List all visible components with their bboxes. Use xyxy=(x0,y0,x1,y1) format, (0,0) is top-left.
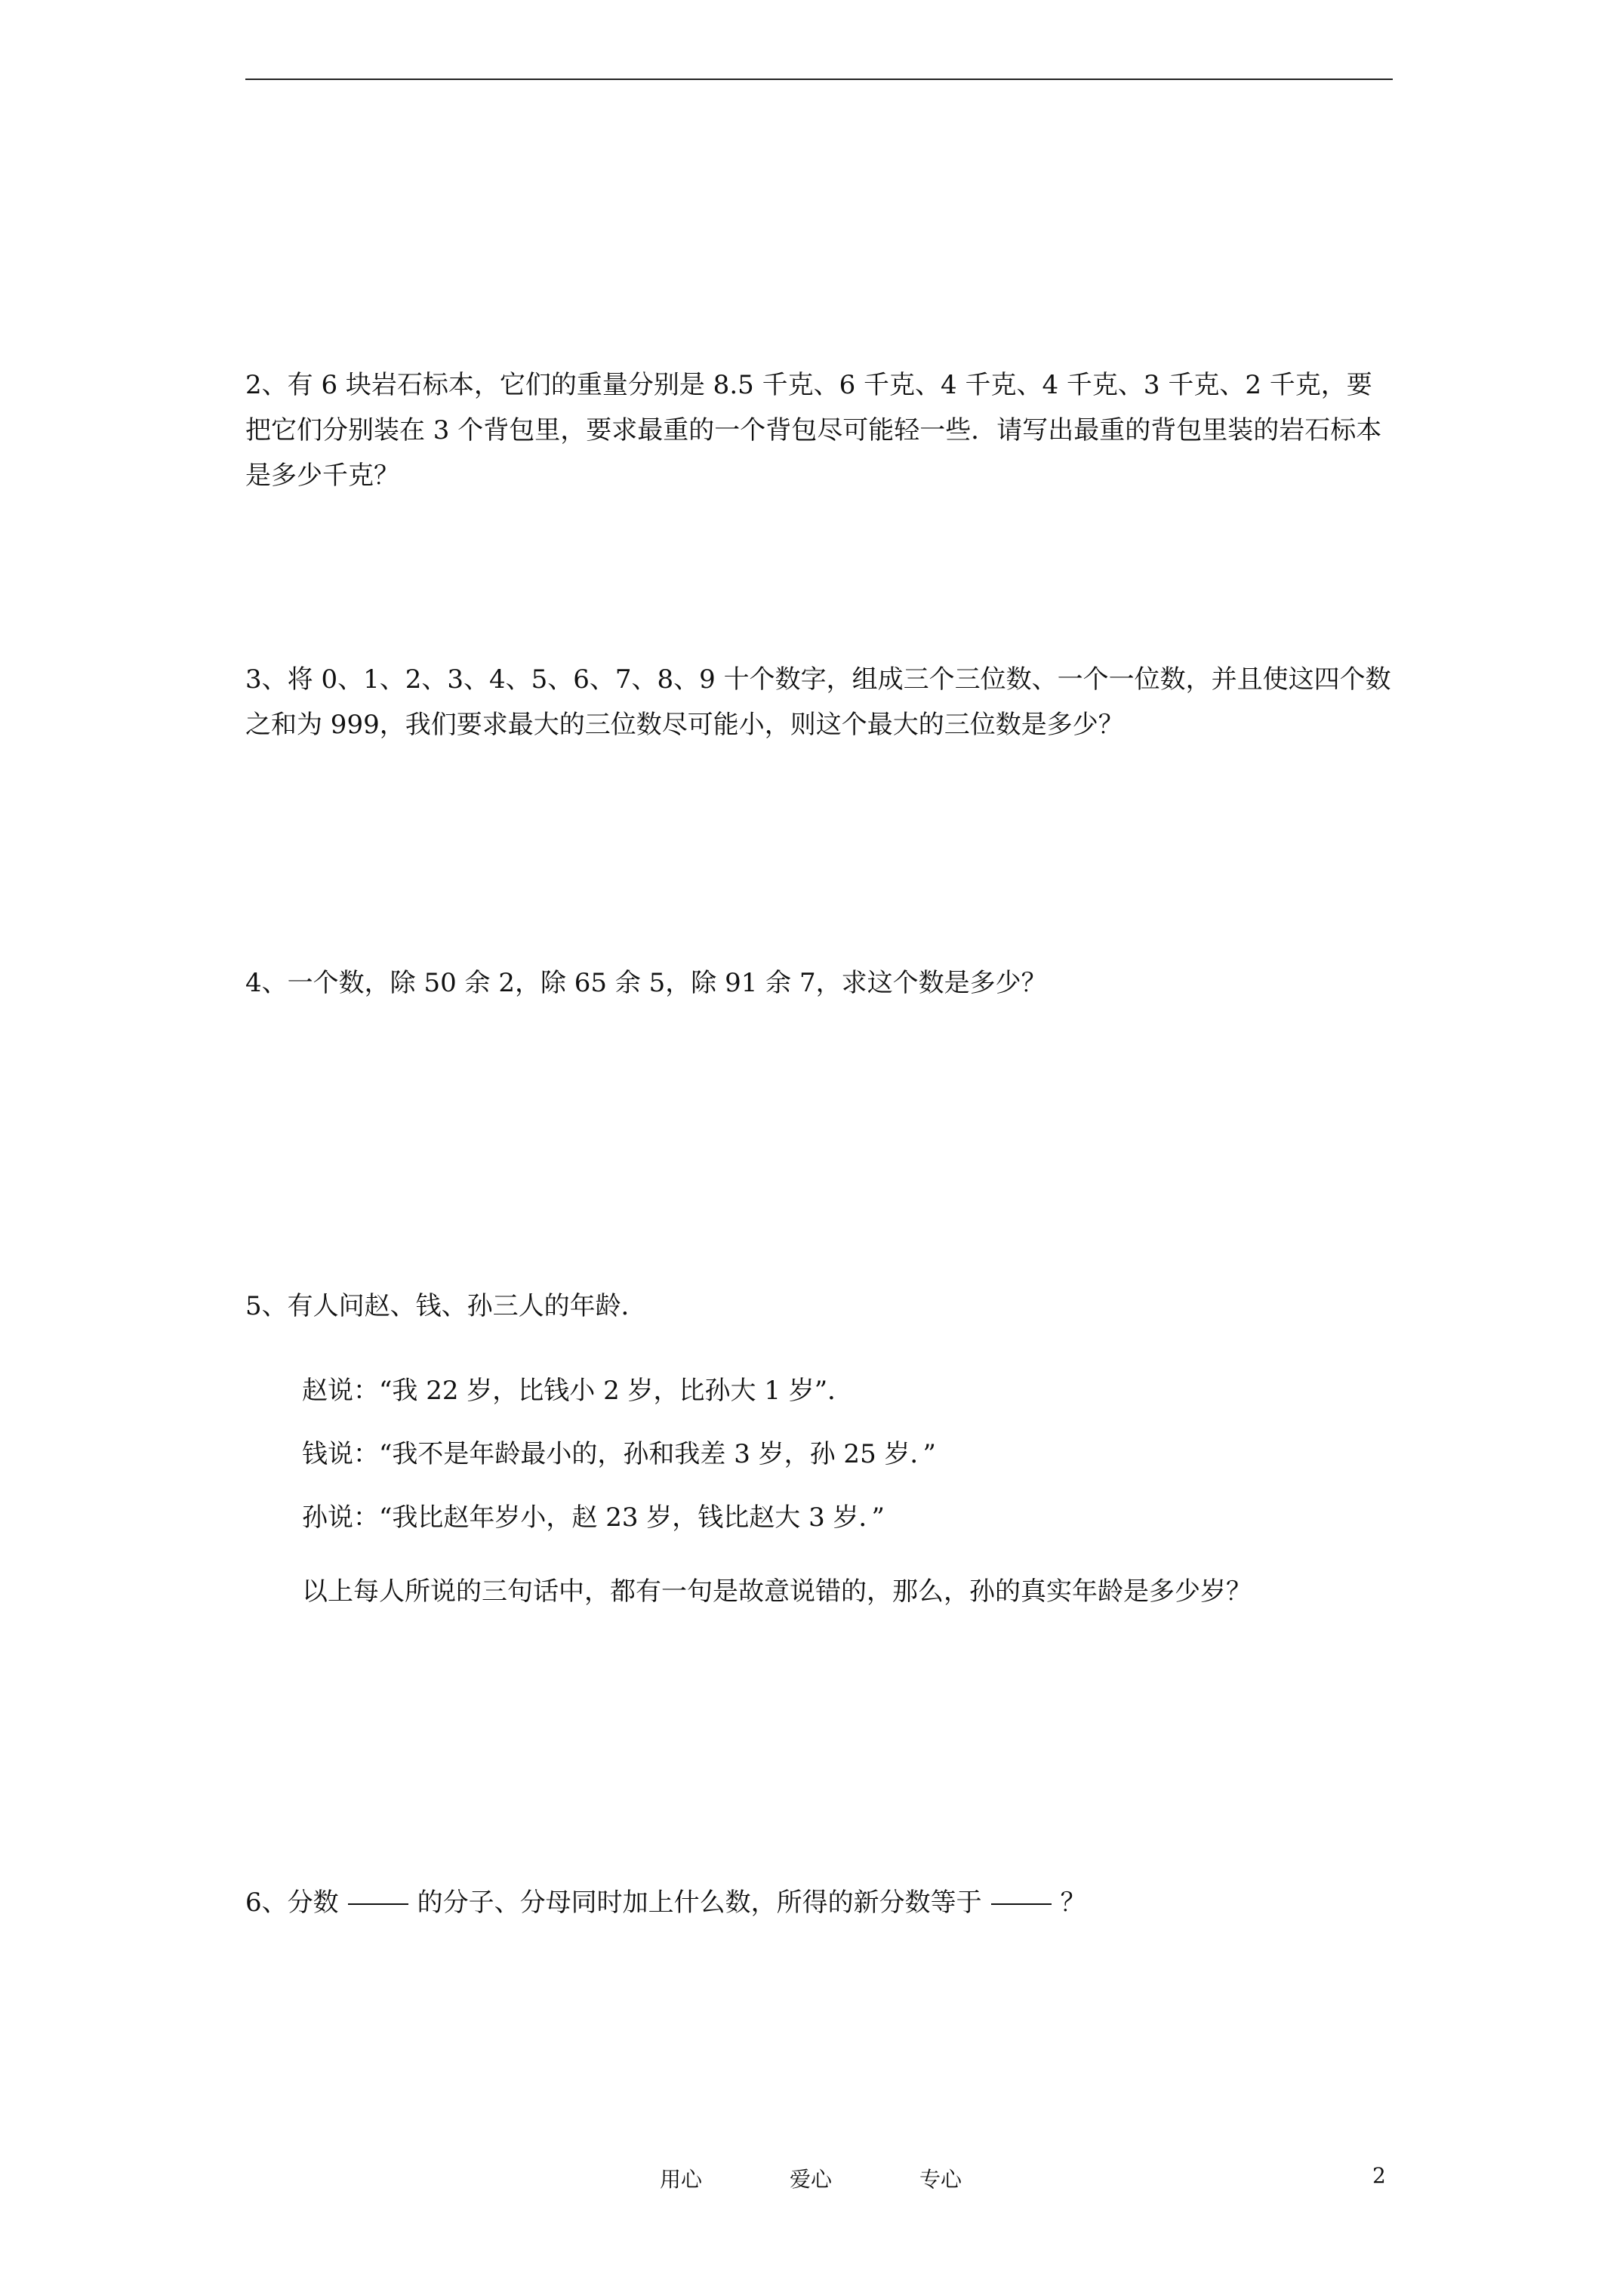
question-6-part-3: ？ xyxy=(1060,1888,1086,1918)
question-6-part-2: 的分子、分母同时加上什么数，所得的新分数等于 xyxy=(417,1888,982,1918)
question-5-sun-statement: 孙说：“我比赵年岁小，赵 23 岁，钱比赵大 3 岁．” xyxy=(302,1502,885,1533)
footer-motto xyxy=(660,2163,962,2193)
question-5-question: 以上每人所说的三句话中，都有一句是故意说错的，那么，孙的真实年龄是多少岁？ xyxy=(302,1576,1252,1607)
question-6 xyxy=(245,1880,1393,1925)
question-4: 4、一个数，除 50 余 2，除 65 余 5，除 91 余 7，求这个数是多少？ xyxy=(245,968,1047,998)
footer-motto-2: 爱心 xyxy=(789,2167,832,2192)
fraction-placeholder-1 xyxy=(348,1903,408,1905)
question-3: 3、将 0、1、2、3、4、5、6、7、8、9 十个数字，组成三个三位数、一个一位数，并且使这四个数之和为 999，我们要求最大的三位数尽可能小，则这个最大的三位数是多少？ xyxy=(245,664,1391,740)
question-5-intro: 5、有人问赵、钱、孙三人的年龄． xyxy=(245,1291,647,1321)
header-rule xyxy=(245,79,1393,80)
question-2: 2、有 6 块岩石标本，它们的重量分别是 8.5 千克、6 千克、4 千克、4 千克、3 千克、2 千克，要把它们分别装在 3 个背包里，要求最重的一个背包尽可能轻一些．请写出最重的背包里装的岩石标本是多少千克？ xyxy=(245,370,1382,491)
footer-motto-3: 专心 xyxy=(919,2167,962,2192)
fraction-placeholder-2 xyxy=(991,1903,1052,1905)
page-footer xyxy=(0,2163,1623,2201)
question-6-part-1: 6、分数 xyxy=(245,1888,339,1918)
question-5-zhao-statement: 赵说：“我 22 岁，比钱小 2 岁，比孙大 1 岁”． xyxy=(302,1376,854,1406)
footer-motto-1: 用心 xyxy=(660,2167,703,2192)
question-5-qian-statement: 钱说：“我不是年龄最小的，孙和我差 3 岁，孙 25 岁．” xyxy=(302,1439,936,1469)
page-number: 2 xyxy=(1372,2163,1386,2188)
